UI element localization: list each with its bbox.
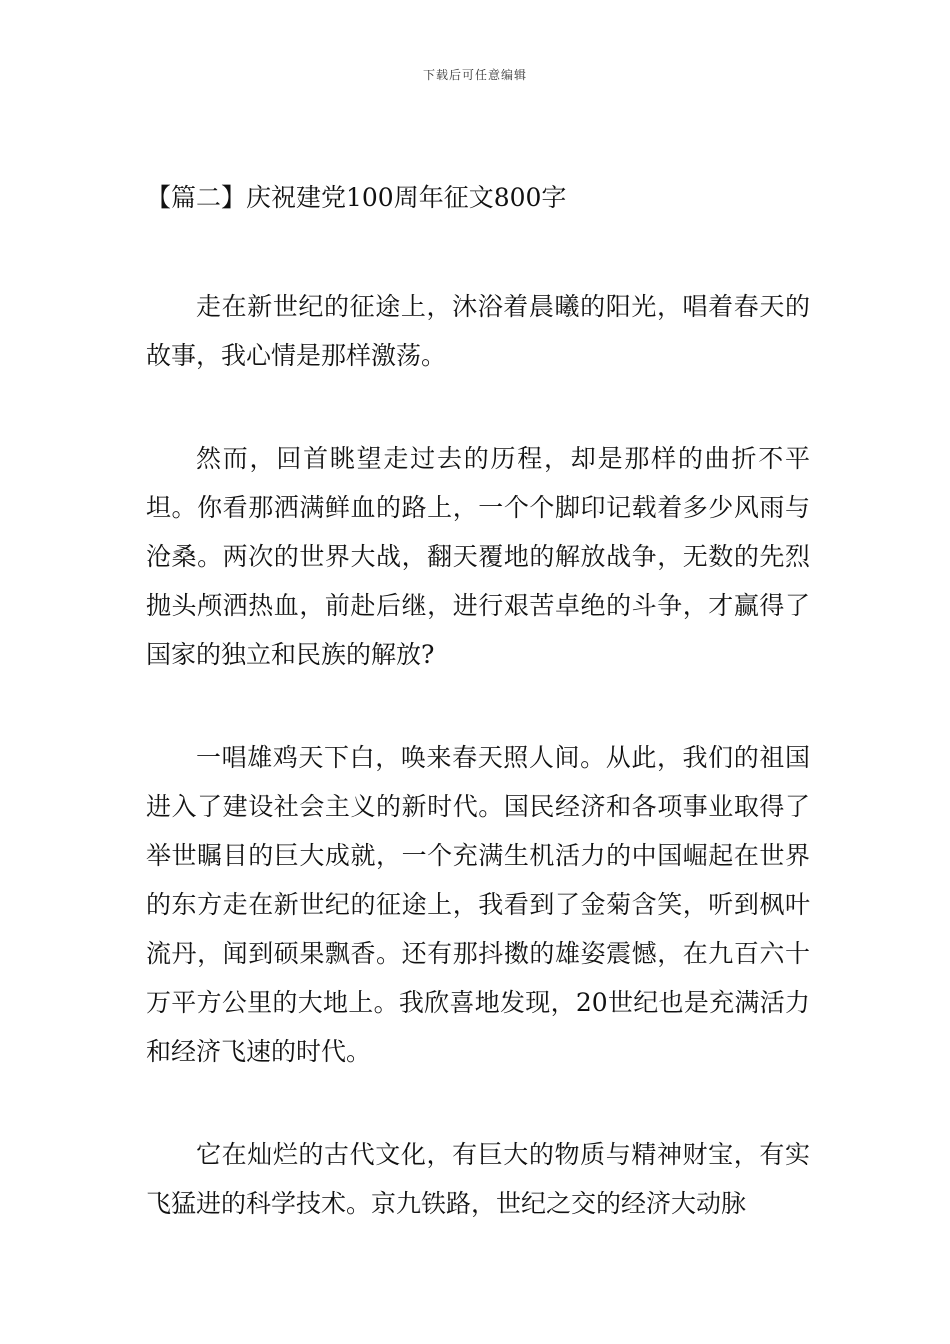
header-note: 下载后可任意编辑 [422,68,527,82]
paragraph-3: 一唱雄鸡天下白，唤来春天照人间。从此，我们的祖国进入了建设社会主义的新时代。国民经济和各项事业取得了举世瞩目的巨大成就，一个充满生机活力的中国崛起在世界的东方走在新世纪的征途上，我看到了金菊含笑，听到枫叶流丹，闻到硕果飘香。还有那抖擞的雄姿震憾，在九百六十万平方公里的大地上。我欣喜地发现，20世纪也是充满活力和经济飞速的时代。 [146,743,810,1066]
document-body [146,282,810,1228]
document-title: 【篇二】庆祝建党100周年征文800字 [146,183,567,212]
paragraph-1: 走在新世纪的征途上，沐浴着晨曦的阳光，唱着春天的故事，我心情是那样激荡。 [146,292,810,370]
paragraph-4: 它在灿烂的古代文化，有巨大的物质与精神财宝，有实飞猛进的科学技术。京九铁路，世纪之交的经济大动脉 [146,1140,810,1218]
paragraph-2: 然而，回首眺望走过去的历程，却是那样的曲折不平坦。你看那洒满鲜血的路上，一个个脚印记载着多少风雨与沧桑。两次的世界大战，翻天覆地的解放战争，无数的先烈抛头颅洒热血，前赴后继，进行艰苦卓绝的斗争，才赢得了国家的独立和民族的解放? [146,444,810,669]
